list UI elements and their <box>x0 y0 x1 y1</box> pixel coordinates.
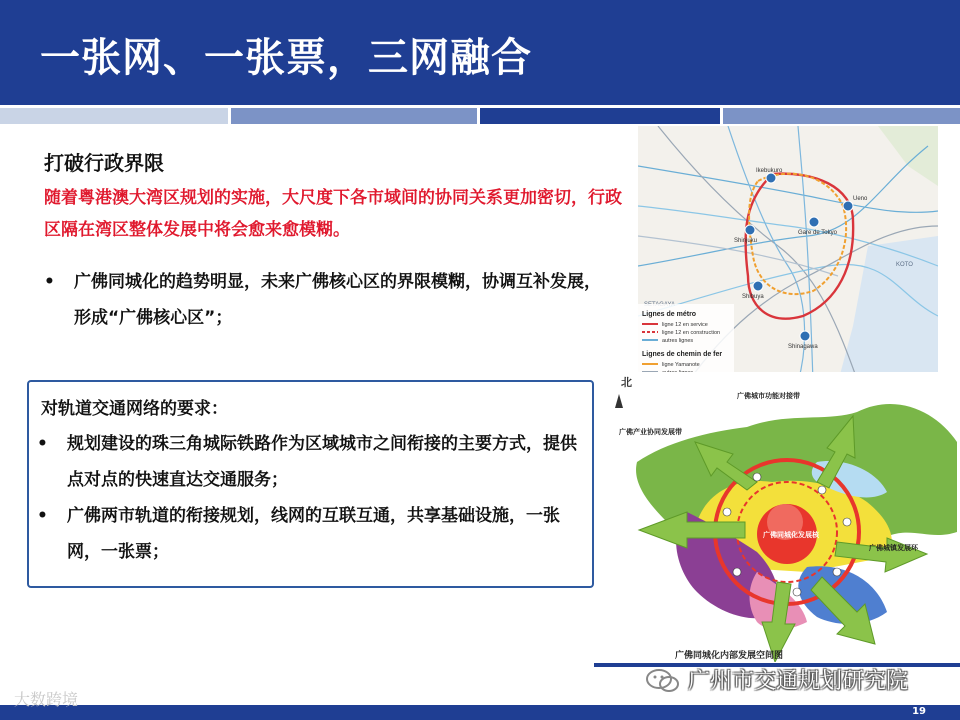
list-item <box>37 426 579 498</box>
bullet-list <box>44 264 614 336</box>
header-stripe-4 <box>723 108 960 124</box>
header-stripe-3 <box>480 108 720 124</box>
section-heading: 打破行政界限 <box>44 151 164 175</box>
source-account-text: 广州市交通规划研究院 <box>688 669 909 694</box>
map-label: 广佛城镇发展环 <box>869 545 918 552</box>
station-label: Ueno <box>853 196 868 202</box>
tokyo-metro-map <box>638 126 938 382</box>
map-caption: 广佛同城化内部发展空间图 <box>675 650 784 660</box>
district-label: KOTO <box>896 262 913 268</box>
requirements-list <box>37 426 579 570</box>
watermark-text: 大数跨境 <box>14 690 79 709</box>
list-item <box>37 498 579 570</box>
wechat-icon <box>646 668 680 694</box>
station-label: Shibuya <box>742 294 764 300</box>
legend-title: Lignes de chemin de fer <box>642 351 723 358</box>
footer-bar <box>0 705 960 720</box>
map-label: 广佛产业协同发展带 <box>619 429 682 436</box>
header-stripe-2 <box>231 108 477 124</box>
list-item-text: 广佛两市轨道的衔接规划，线网的互联互通，共享基础设施，一张网，一张票； <box>67 506 560 562</box>
legend-entry: ligne 12 en construction <box>662 330 721 336</box>
station-label: Shinjuku <box>734 238 758 244</box>
north-label: 北 <box>621 377 632 389</box>
legend-title: Lignes de métro <box>642 311 697 318</box>
guangfo-development-map <box>607 372 960 662</box>
legend-entry: ligne 12 en service <box>662 322 708 328</box>
map-label: 广佛城市功能对接带 <box>737 393 800 400</box>
requirements-box <box>27 380 594 588</box>
requirements-title: 对轨道交通网络的要求： <box>41 399 228 419</box>
bullet-dot: • <box>37 506 48 526</box>
page-number: 19 <box>912 706 926 717</box>
bullet-dot: • <box>44 272 55 292</box>
emphasis-text: 随着粤港澳大湾区规划的实施，大尺度下各市域间的协同关系更加密切，行政区隔在湾区整体发展中将会愈来愈模糊。 <box>44 188 622 240</box>
map-label: 广佛同城化发展核 <box>763 532 819 539</box>
station-label: Ikebukuro <box>756 168 783 174</box>
list-item-text: 规划建设的珠三角城际铁路作为区域城市之间衔接的主要方式，提供点对点的快速直达交通服务； <box>67 434 577 490</box>
list-item <box>44 264 614 336</box>
header-stripe-1 <box>0 108 228 124</box>
bullet-dot: • <box>37 434 48 454</box>
list-item-text: 广佛同城化的趋势明显，未来广佛核心区的界限模糊，协调互补发展，形成“广佛核心区”； <box>74 272 601 328</box>
station-label: Shinagawa <box>788 344 818 350</box>
page-title: 一张网、一张票，三网融合 <box>40 35 532 81</box>
title-bar <box>0 0 960 105</box>
legend-entry: ligne Yamanote <box>662 362 700 368</box>
legend-entry: autres lignes <box>662 338 694 344</box>
station-label: Gare de Tokyo <box>798 230 837 236</box>
